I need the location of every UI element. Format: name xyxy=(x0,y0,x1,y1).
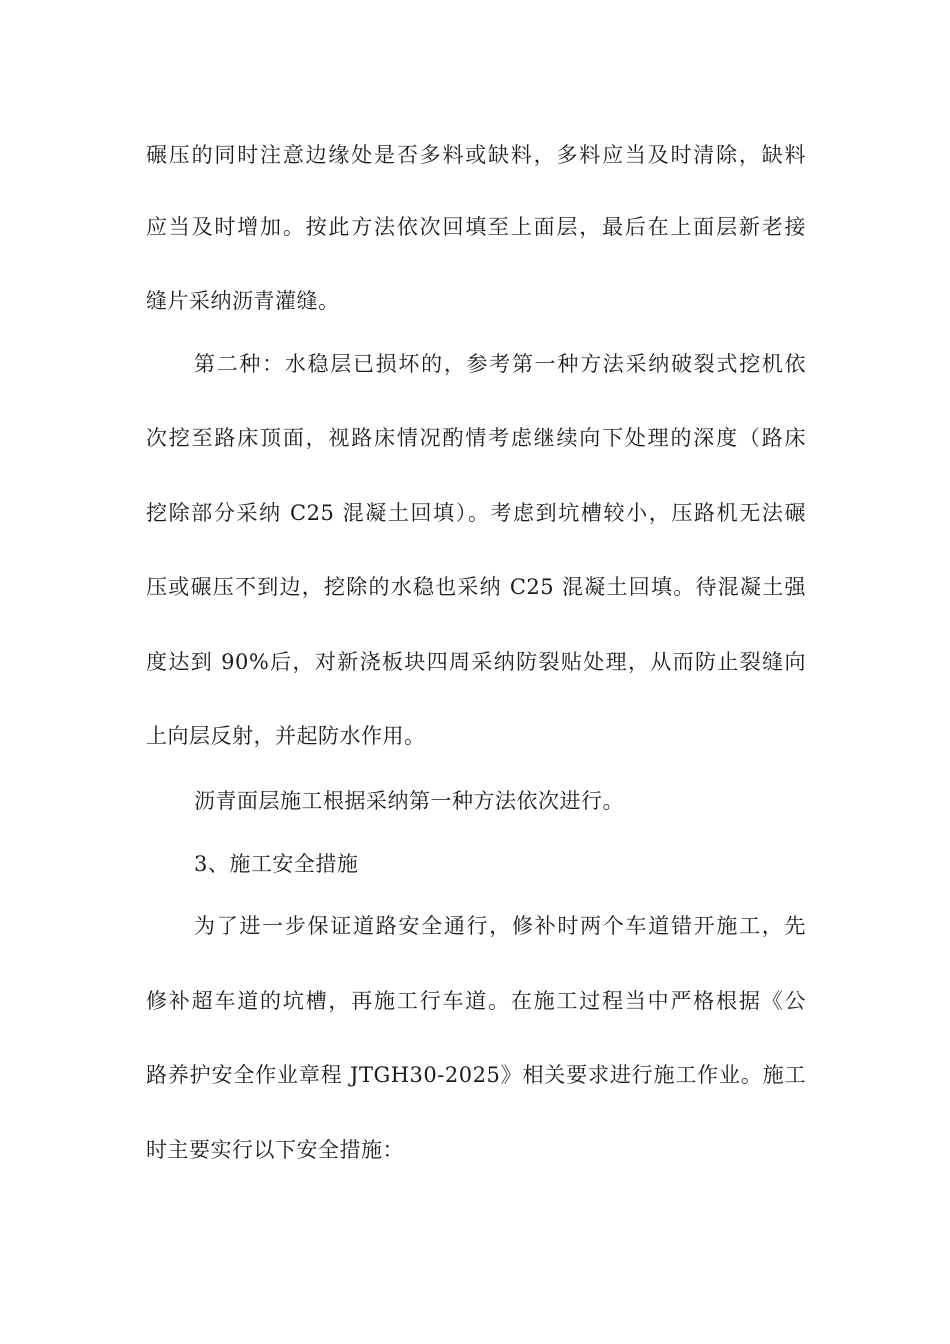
body-text-line: 时主要实行以下安全措施： xyxy=(146,1138,404,1162)
body-text-line: 挖除部分采纳 C25 混凝土回填）。考虑到坑槽较小，压路机无法碾 xyxy=(146,501,806,525)
body-text-line: 路养护安全作业章程 JTGH30-2025》相关要求进行施工作业。施工 xyxy=(146,1063,806,1087)
paragraph-first-line: 第二种：水稳层已损坏的，参考第一种方法采纳破裂式挖机依 xyxy=(194,352,806,376)
section-heading: 3、施工安全措施 xyxy=(194,852,359,876)
body-text-line: 压或碾压不到边，挖除的水稳也采纳 C25 混凝土回填。待混凝土强 xyxy=(146,575,806,599)
body-text-line: 碾压的同时注意边缘处是否多料或缺料，多料应当及时清除，缺料 xyxy=(146,143,806,167)
body-text-line: 次挖至路床顶面，视路床情况酌情考虑继续向下处理的深度（路床 xyxy=(146,426,806,450)
body-text-line: 修补超车道的坑槽，再施工行车道。在施工过程当中严格根据《公 xyxy=(146,989,806,1013)
paragraph-first-line: 沥青面层施工根据采纳第一种方法依次进行。 xyxy=(194,789,624,813)
body-text-line: 度达到 90%后，对新浇板块四周采纳防裂贴处理，从而防止裂缝向 xyxy=(146,650,806,674)
paragraph-first-line: 为了进一步保证道路安全通行，修补时两个车道错开施工，先 xyxy=(194,914,806,938)
body-text-line: 缝片采纳沥青灌缝。 xyxy=(146,289,340,313)
body-text-line: 应当及时增加。按此方法依次回填至上面层，最后在上面层新老接 xyxy=(146,215,806,239)
body-text-line: 上向层反射，并起防水作用。 xyxy=(146,724,426,748)
